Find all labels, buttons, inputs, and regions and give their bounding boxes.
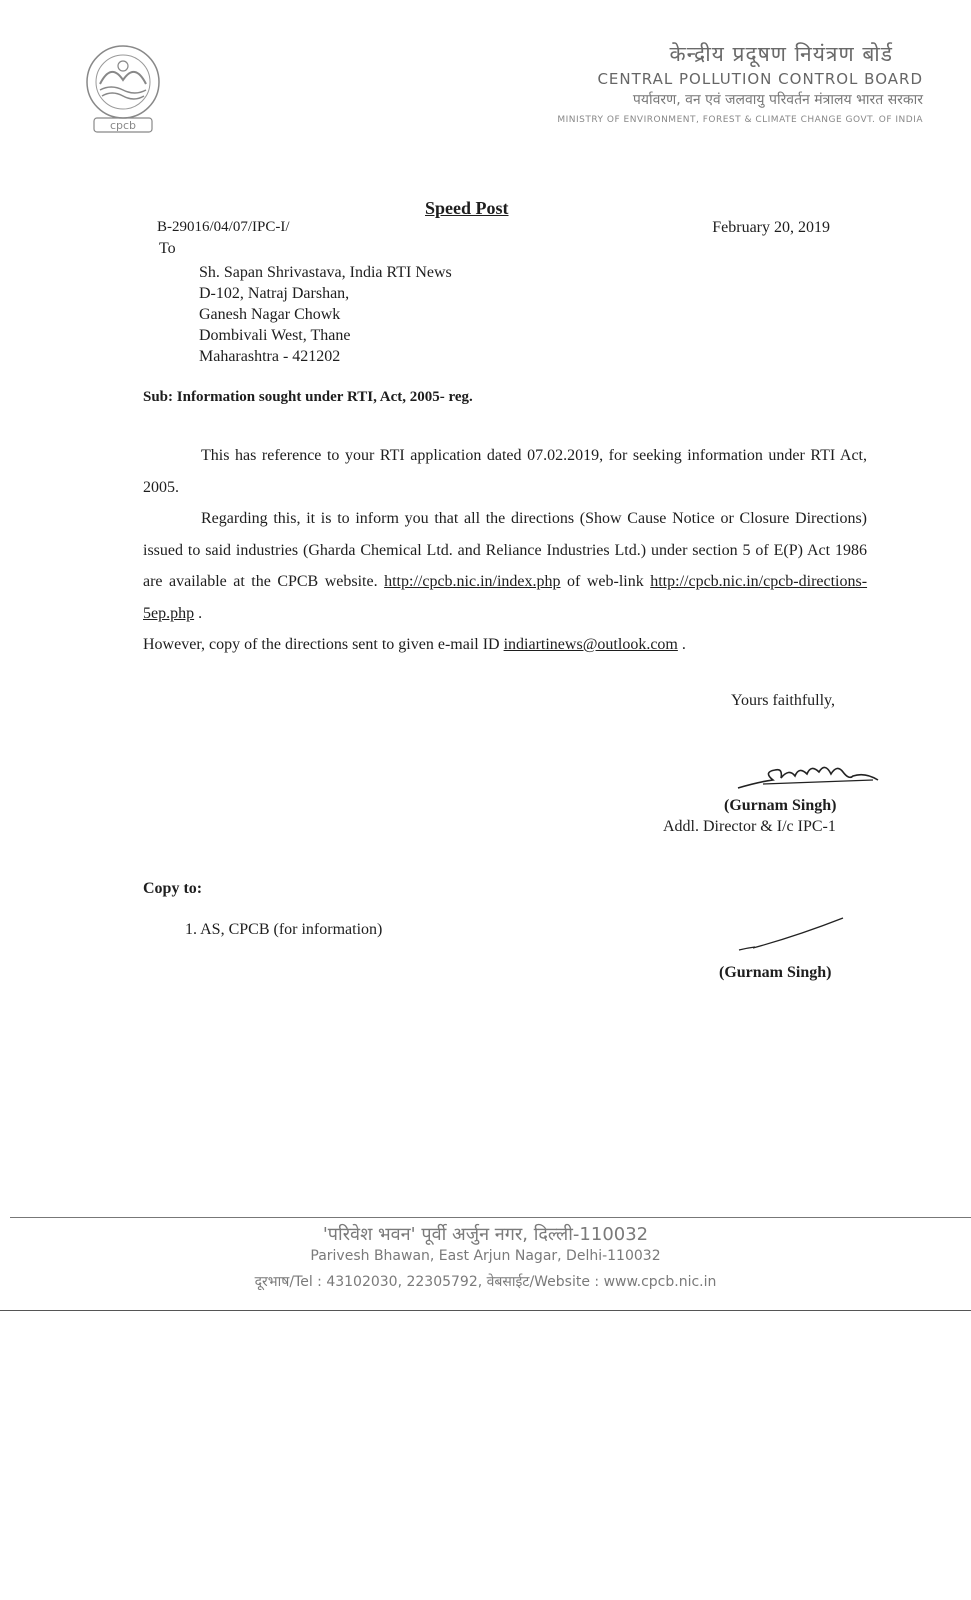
dispatch-mode: Speed Post xyxy=(425,198,509,218)
subject-line: Sub: Information sought under RTI, Act, 2005- reg. xyxy=(143,389,473,405)
copy-to-item: 1. AS, CPCB (for information) xyxy=(185,921,383,938)
of-weblink-text: of web-link xyxy=(567,573,644,590)
footer-address-english: Parivesh Bhawan, East Arjun Nagar, Delhi-110032 xyxy=(310,1248,661,1264)
reference-number: B-29016/04/07/IPC-I/ xyxy=(157,219,290,235)
address-line: Sh. Sapan Shrivastava, India RTI News xyxy=(199,264,452,281)
email-link[interactable]: indiartinews@outlook.com xyxy=(503,636,678,653)
directions-text: Regarding this, it is to inform you that all the directions (Show Cause Notice or Closure Directions) issued to said industries (Gharda Chemical Ltd. and Reliance Industries Ltd.) under section 5 of E(P) Act 1986 are available at the CPCB website. xyxy=(143,510,867,590)
copy-to-label: Copy to: xyxy=(143,880,203,897)
signatory-designation: Addl. Director & I/c IPC-1 xyxy=(663,818,836,835)
ministry-hindi: पर्यावरण, वन एवं जलवायु परिवर्तन मंत्रालय भारत सरकार xyxy=(632,92,923,108)
signature-icon xyxy=(733,758,883,798)
paragraph-email xyxy=(143,629,867,661)
period: . xyxy=(681,636,686,653)
directions-link[interactable]: http://cpcb.nic.in/cpcb-directions-5ep.php xyxy=(143,573,868,622)
logo-text: cpcb xyxy=(109,119,137,132)
footer-address-hindi: 'परिवेश भवन' पूर्वी अर्जुन नगर, दिल्ली-110032 xyxy=(322,1224,649,1245)
org-name-hindi: केन्द्रीय प्रदूषण नियंत्रण बोर्ड xyxy=(669,42,893,66)
footer-contact: दूरभाष/Tel : 43102030, 22305792, वेबसाईट/Website : www.cpcb.nic.in xyxy=(254,1274,717,1290)
address-line: Dombivali West, Thane xyxy=(199,327,351,344)
to-label: To xyxy=(159,240,176,257)
address-line: Ganesh Nagar Chowk xyxy=(199,306,341,323)
footer-divider xyxy=(10,1217,971,1218)
email-text: However, copy of the directions sent to given e-mail ID xyxy=(143,636,500,653)
footer-bottom-rule xyxy=(0,1310,971,1311)
recipient-address xyxy=(199,262,452,367)
signatory-name: (Gurnam Singh) xyxy=(724,797,837,814)
letterhead xyxy=(557,40,923,125)
letter-date: February 20, 2019 xyxy=(712,219,830,236)
initials-signature-icon xyxy=(737,914,847,954)
period: . xyxy=(198,604,203,622)
cpcb-logo-icon xyxy=(78,40,168,135)
closing: Yours faithfully, xyxy=(731,692,836,709)
copy-signatory-name: (Gurnam Singh) xyxy=(719,964,832,981)
letter-body xyxy=(143,440,867,661)
cpcb-index-link[interactable]: http://cpcb.nic.in/index.php xyxy=(384,573,561,590)
ministry-english: MINISTRY OF ENVIRONMENT, FOREST & CLIMATE CHANGE GOVT. OF INDIA xyxy=(557,115,923,125)
org-name-english: CENTRAL POLLUTION CONTROL BOARD xyxy=(597,70,923,88)
address-line: Maharashtra - 421202 xyxy=(199,348,341,365)
paragraph-reference: This has reference to your RTI application dated 07.02.2019, for seeking information under RTI Act, 2005. xyxy=(143,447,867,496)
paragraph-directions xyxy=(143,503,867,629)
address-line: D-102, Natraj Darshan, xyxy=(199,285,350,302)
